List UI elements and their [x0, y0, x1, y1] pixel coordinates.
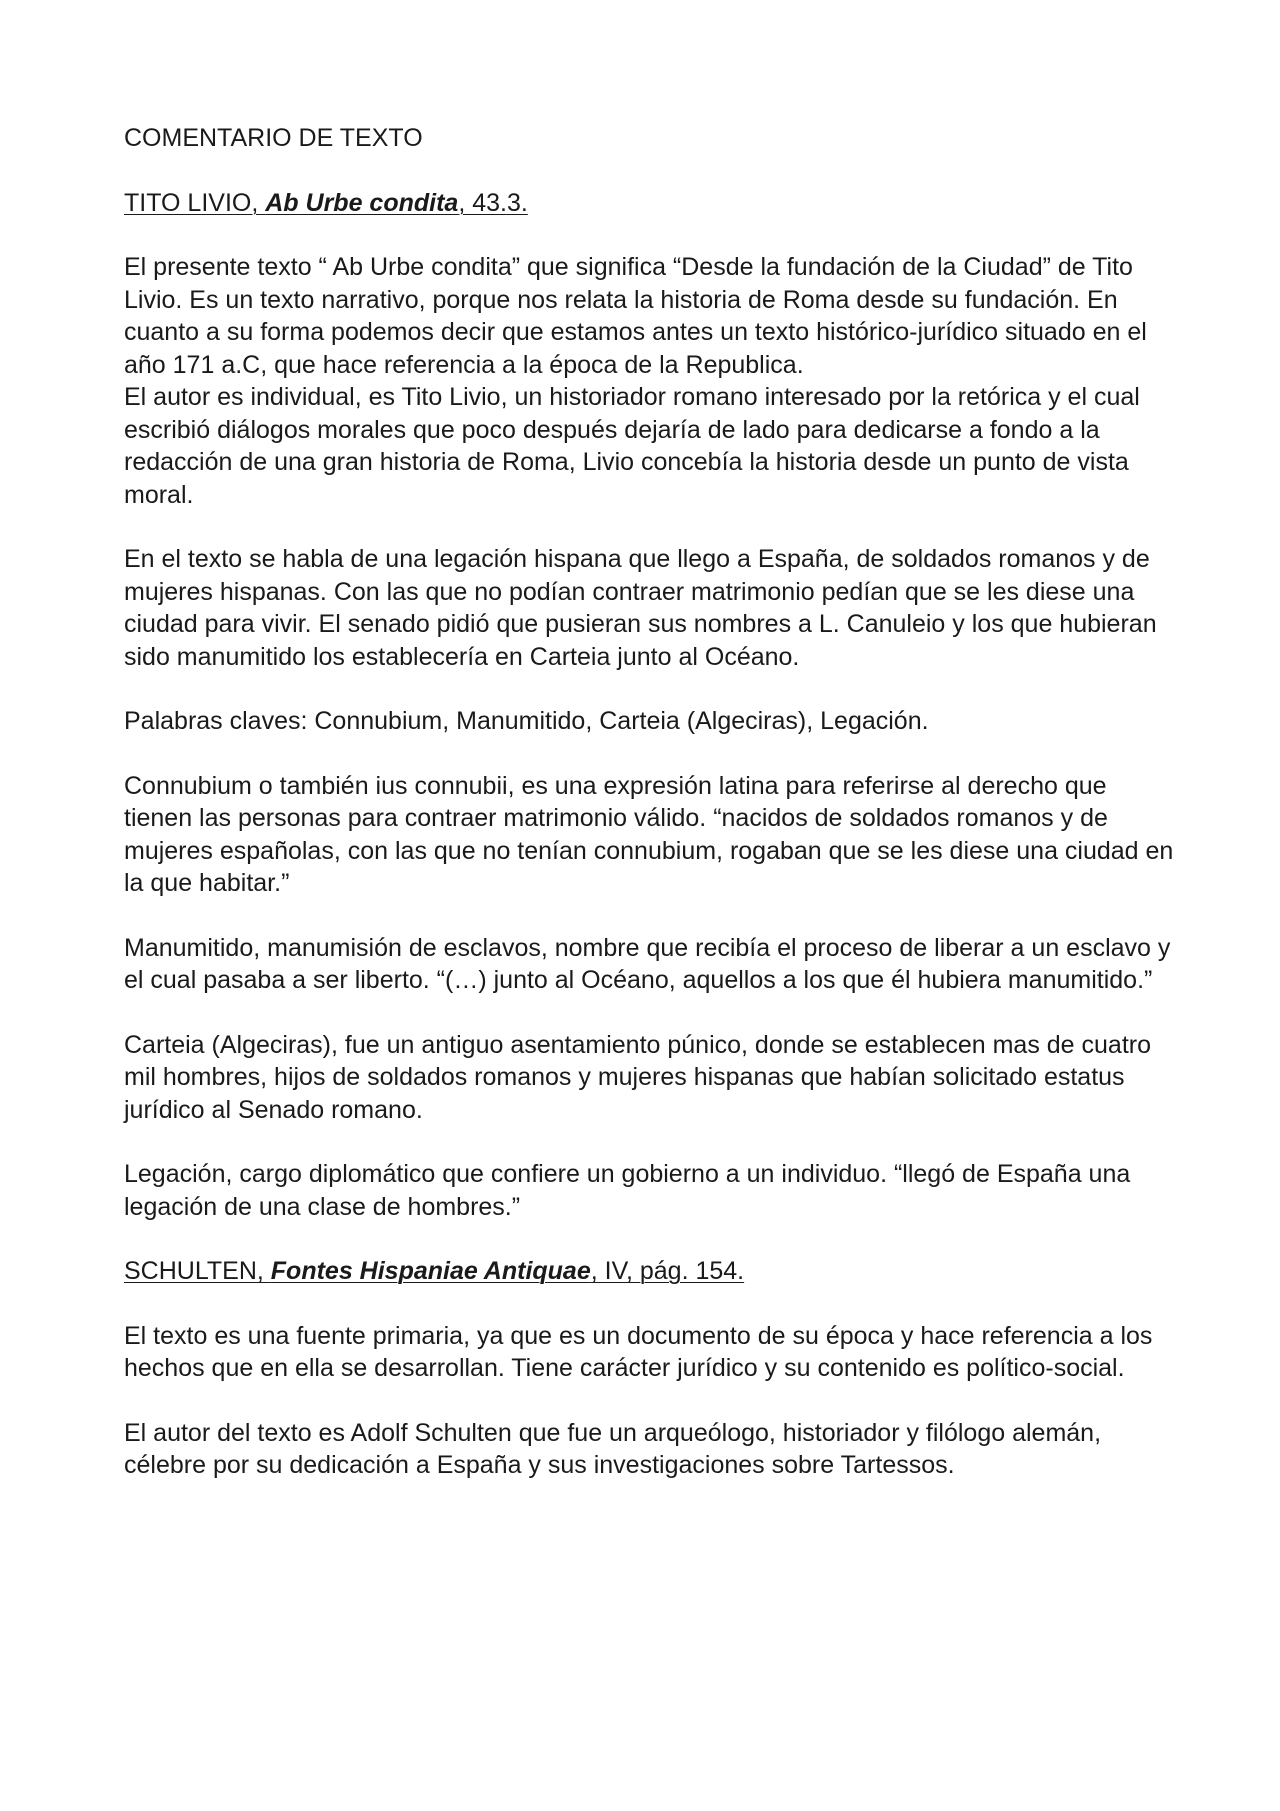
heading-work-title: Fontes Hispaniae Antiquae — [270, 1257, 591, 1285]
heading-work-title: Ab Urbe condita — [265, 188, 459, 217]
heading-author: SCHULTEN, — [124, 1257, 271, 1285]
paragraph: El presente texto “ Ab Urbe condita” que significa “Desde la fundación de la Ciudad” de Tito Livio. Es un texto narrativo, porque nos relata la historia de Roma desde su fundación. En cuanto a su forma podemos decir que estamos antes un texto histórico-jurídico situado en el año 171 a.C, que hace referencia a la época de la Republica. — [124, 253, 1147, 379]
paragraph: El texto es una fuente primaria, ya que es un documento de su época y hace referencia a los hechos que en ella se desarrollan. Tiene carácter jurídico y su contenido es político-social. — [124, 1321, 1153, 1382]
paragraph: Legación, cargo diplomático que confiere un gobierno a un individuo. “llegó de España una legación de una clase de hombres.” — [124, 1160, 1131, 1221]
paragraph: En el texto se habla de una legación hispana que llego a España, de soldados romanos y de mujeres hispanas. Con las que no podían contraer matrimonio pedían que se les diese una ciudad para vivir. El senado pidió que pusieran sus nombres a L. Canuleio y los que hubieran sido manumitido los establecería en Carteia junto al Océano. — [124, 545, 1157, 671]
paragraph: Manumitido, manumisión de esclavos, nombre que recibía el proceso de liberar a un esclavo y el cual pasaba a ser liberto. “(…) junto al Océano, aquellos a los que él hubiera manumitido.” — [124, 933, 1171, 994]
heading-reference: , IV, pág. 154. — [590, 1257, 745, 1285]
document-title: COMENTARIO DE TEXTO — [124, 124, 423, 152]
paragraph: Connubium o también ius connubii, es una expresión latina para referirse al derecho que tienen las personas para contraer matrimonio válido. “nacidos de soldados romanos y de mujeres españolas, con las que no tenían connubium, rogaban que se les diese una ciudad en la que habitar.” — [124, 771, 1174, 897]
heading-author: TITO LIVIO, — [124, 188, 266, 217]
paragraph: El autor del texto es Adolf Schulten que fue un arqueólogo, historiador y filólogo alemán, célebre por su dedicación a España y sus investigaciones sobre Tartessos. — [124, 1418, 1102, 1479]
heading-reference: , 43.3. — [458, 188, 528, 217]
keywords-paragraph: Palabras claves: Connubium, Manumitido, Carteia (Algeciras), Legación. — [124, 707, 929, 735]
section-heading-schulten — [124, 1255, 1180, 1288]
paragraph: Carteia (Algeciras), fue un antiguo asentamiento púnico, donde se establecen mas de cuatro mil hombres, hijos de soldados romanos y mujeres hispanas que habían solicitado estatus jurídico al Senado romano. — [124, 1030, 1152, 1124]
section-heading-tito-livio — [124, 187, 1180, 220]
paragraph: El autor es individual, es Tito Livio, un historiador romano interesado por la retórica y el cual escribió diálogos morales que poco después dejaría de lado para dedicarse a fondo a la redacción de una gran historia de Roma, Livio concebía la historia desde un punto de vista moral. — [124, 383, 1140, 509]
